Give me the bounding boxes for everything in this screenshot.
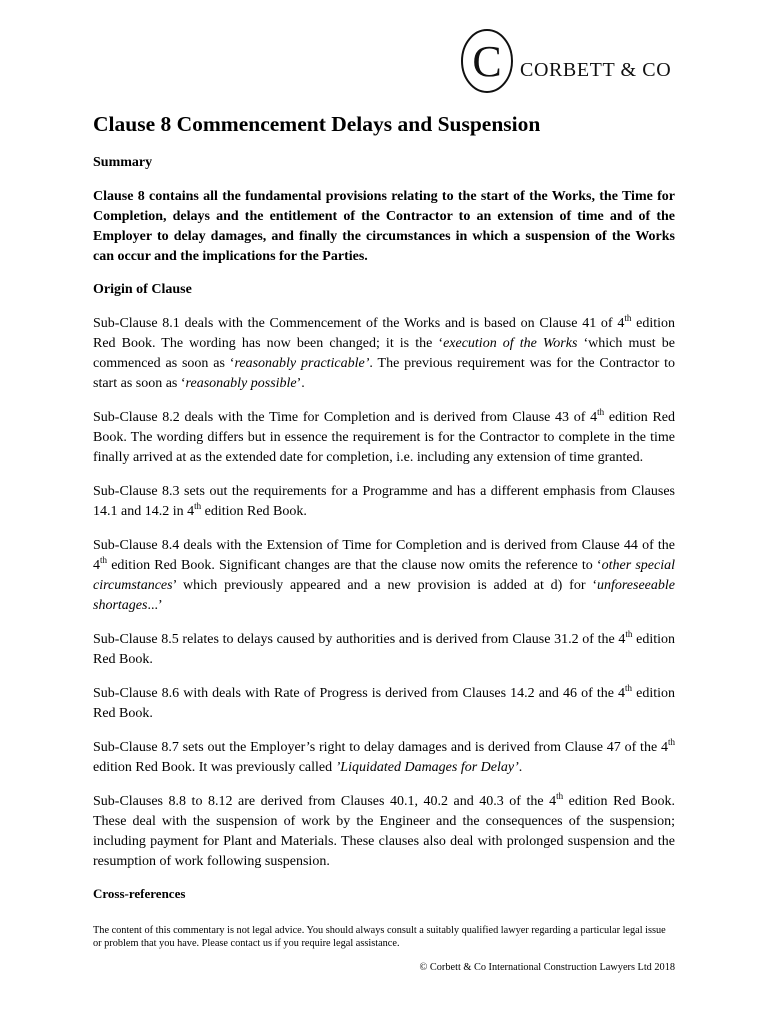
paragraph-8-4: Sub-Clause 8.4 deals with the Extension of Time for Completion and is derived from Clause 44 of the 4th edition Red Book. Significant changes are that the clause now omits the reference to ‘other special circumstances’ which previously appeared and a new provision is added at d) for ‘unforeseeable shortages...’	[93, 538, 675, 614]
corbett-logo-mark-icon	[459, 28, 515, 94]
cross-references-heading: Cross-references	[93, 886, 186, 902]
footer-copyright: © Corbett & Co International Construction Lawyers Ltd 2018	[419, 962, 675, 973]
company-logo	[459, 28, 679, 94]
footer-disclaimer: The content of this commentary is not legal advice. You should always consult a suitably qualified lawyer regarding a particular legal issue or problem that you have. Please contact us if you require legal assistance.	[93, 925, 666, 949]
paragraph-8-1: Sub-Clause 8.1 deals with the Commencement of the Works and is based on Clause 41 of 4th edition Red Book. The wording has now been changed; it is the ‘execution of the Works ‘which must be commenced as soon as ‘reasonably practicable’. The previous requirement was for the Contractor to start as soon as ‘reasonably possible’.	[93, 313, 675, 392]
paragraph-8-3: Sub-Clause 8.3 sets out the requirements for a Programme and has a different emphasis from Clauses 14.1 and 14.2 in 4th edition Red Book.	[93, 484, 675, 520]
summary-heading: Summary	[93, 154, 153, 170]
paragraph-8-6: Sub-Clause 8.6 with deals with Rate of Progress is derived from Clauses 14.2 and 46 of the 4th edition Red Book.	[93, 683, 675, 722]
svg-text:C: C	[472, 37, 502, 86]
paragraph-8-2: Sub-Clause 8.2 deals with the Time for Completion and is derived from Clause 43 of 4th edition Red Book. The wording differs but in essence the requirement is for the Contractor to complete in the time finally arrived at as the extended date for completion, i.e. including any extension of time granted.	[93, 407, 676, 466]
logo-company-name: CORBETT & CO	[520, 59, 672, 81]
summary-paragraph: Clause 8 contains all the fundamental provisions relating to the start of the Works, the Time for Completion, delays and the entitlement of the Contractor to an extension of time and of the Employer to delay damages, and finally the circumstances in which a suspension of the Works can occur and the implications for the Parties.	[93, 188, 675, 264]
paragraph-8-7: Sub-Clause 8.7 sets out the Employer’s right to delay damages and is derived from Clause 47 of the 4th edition Red Book. It was previously called ’Liquidated Damages for Delay’.	[93, 737, 675, 776]
paragraph-8-8: Sub-Clauses 8.8 to 8.12 are derived from Clauses 40.1, 40.2 and 40.3 of the 4th edition Red Book. These deal with the suspension of work by the Engineer and the consequences of the suspension; including payment for Plant and Materials. These clauses also deal with prolonged suspension and the resumption of work following suspension.	[93, 791, 675, 870]
document-body	[93, 112, 675, 918]
origin-heading: Origin of Clause	[93, 281, 192, 297]
document-title: Clause 8 Commencement Delays and Suspension	[93, 112, 541, 136]
paragraph-8-5: Sub-Clause 8.5 relates to delays caused by authorities and is derived from Clause 31.2 of the 4th edition Red Book.	[93, 629, 675, 668]
